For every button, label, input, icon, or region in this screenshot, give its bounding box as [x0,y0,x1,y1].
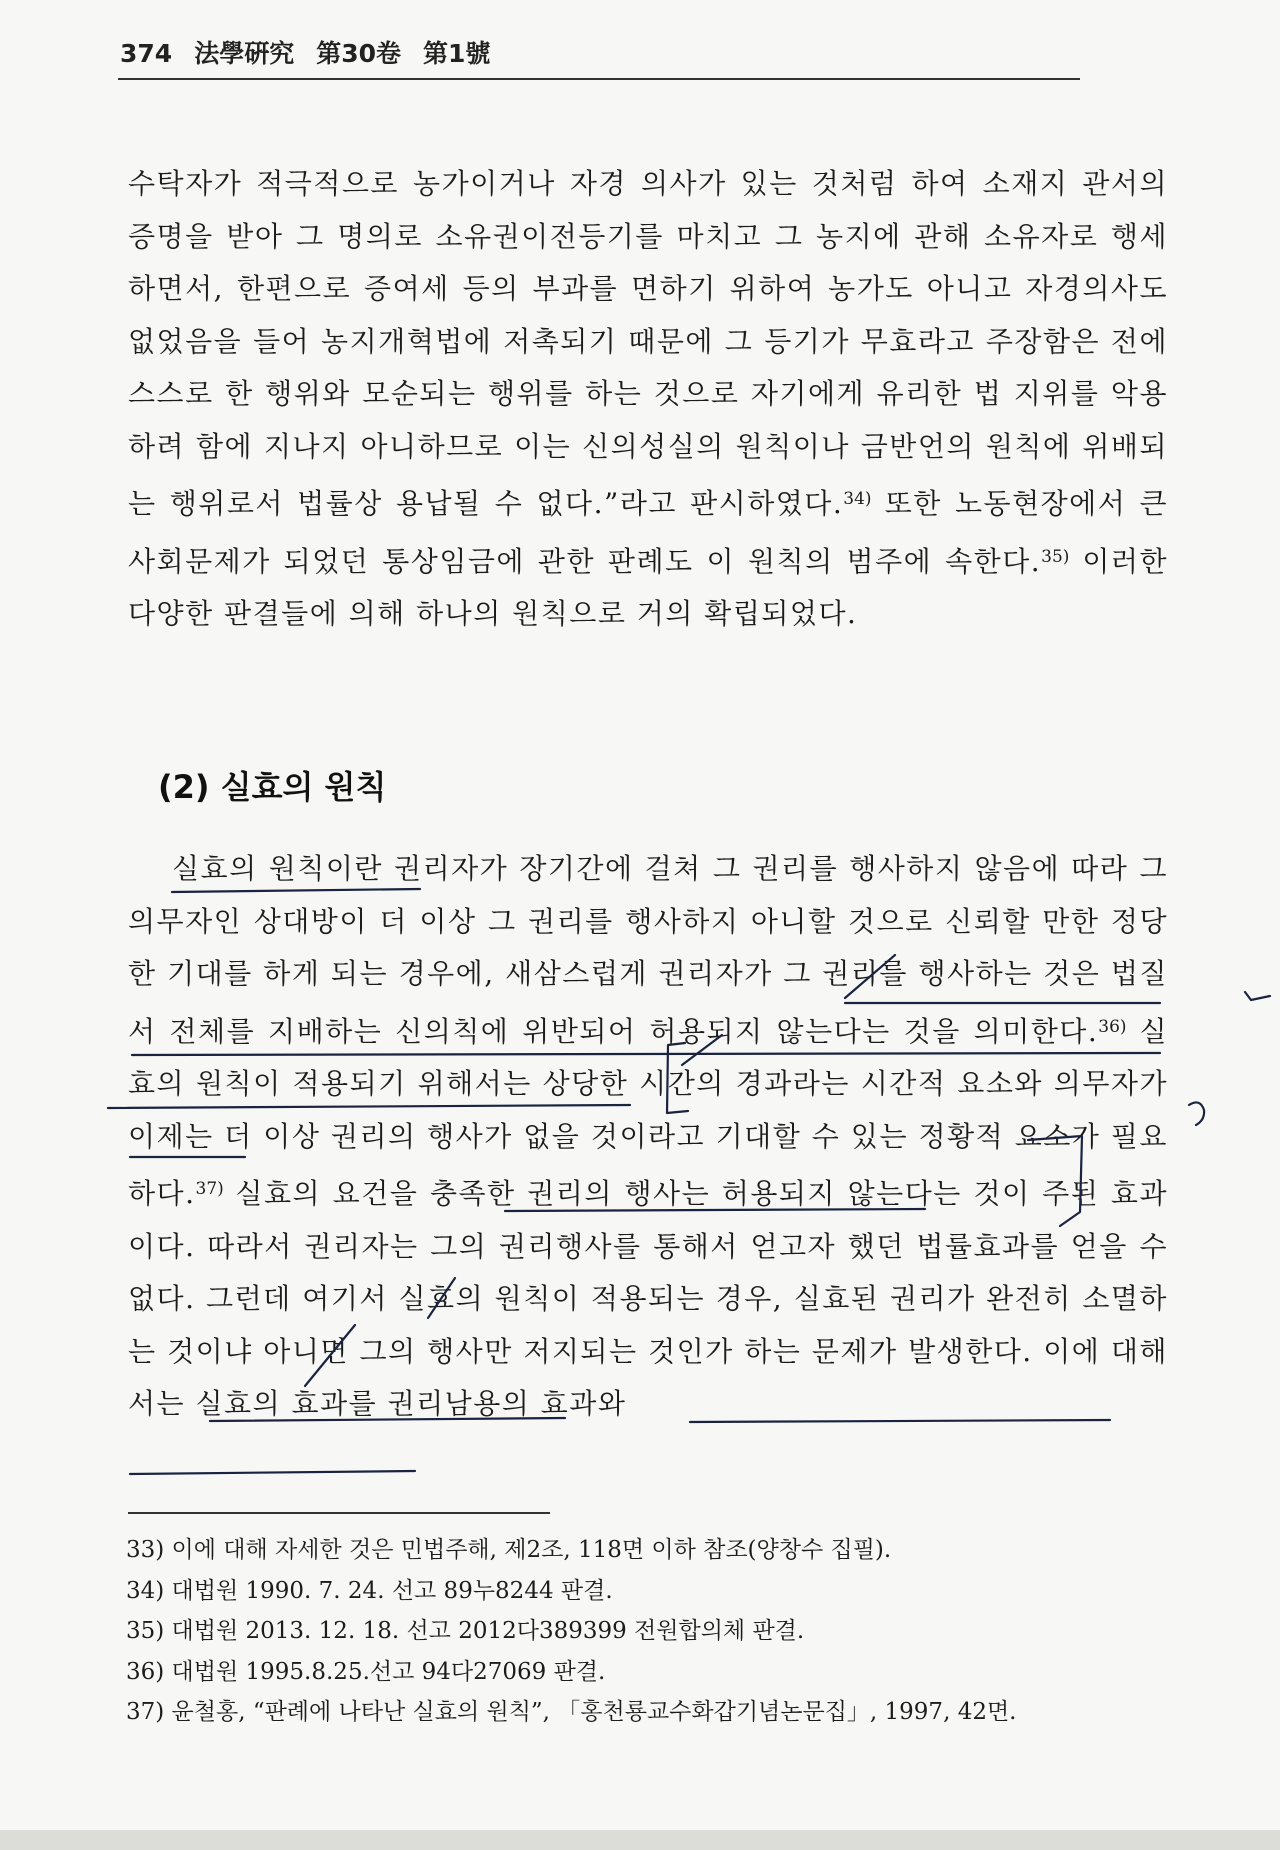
paragraph-1-text-c: 이러한 다양한 판결들에 의해 하나의 원칙으로 거의 확립되었다. [128,544,1169,630]
paragraph-1-text-a: 수탁자가 적극적으로 농가이거나 자경 의사가 있는 것처럼 하여 소재지 관서의 증명을 받아 그 명의로 소유권이전등기를 마치고 그 농지에 관해 소유자로 행세하면서, 한편으로 증여세 등의 부과를 면하기 위하여 농가도 아니고 자경의사도 없었음을 들어 농지개혁법에 저촉되기 때문에 그 등기가 무효라고 주장함은 전에 스스로 한 행위와 모순되는 행위를 하는 것으로 자기에게 유리한 법 지위를 악용하려 함에 지나지 아니하므로 이는 신의성실의 원칙이나 금반언의 원칙에 위배되는 행위로서 법률상 용납될 수 없다.”라고 판시하였다. [128,167,1168,520]
paragraph-2-text-c: 실효의 요건을 충족한 권리의 행사는 허용되지 않는다는 것이 주된 효과이다. 따라서 권리자는 그의 권리행사를 통해서 얻고자 했던 법률효과를 얻을 수 없다. 그런데 여기서 실효의 원칙이 적용되는 경우, 실효된 권리가 완전히 소멸하는 것이냐 아니면 그의 행사만 저지되는 것인가 하는 문제가 발생한다. 이에 대해서는 실효의 효과를 권리남용의 효과와 [128,1177,1168,1420]
footnote-rule [128,1512,550,1514]
journal-volume: 第30卷 [316,39,401,68]
body-paragraph-2 [128,843,1168,1431]
paragraph-2-text-b: 실효의 원칙이 적용되기 위해서는 상당한 시간의 경과라는 시간적 요소와 의무자가 이제는 더 이상 권리의 행사가 없을 것이라고 기대할 수 있는 정황적 요소가 필요하다. [128,1014,1169,1210]
footnote-list [126,1530,1017,1733]
footnote-ref-36: 36) [1098,1016,1127,1037]
footnote-34: 34) 대법원 1990. 7. 24. 선고 89누8244 판결. [126,1577,613,1604]
footnote-35: 35) 대법원 2013. 12. 18. 선고 2012다389399 전원합의체 판결. [126,1618,805,1644]
section-heading: (2) 실효의 원칙 [158,768,387,806]
underline-problem [130,1471,415,1474]
journal-issue: 第1號 [423,39,491,68]
body-paragraph-1 [128,158,1168,641]
footnote-37: 37) 윤철홍, “판례에 나타난 실효의 원칙”, 「홍천룡교수화갑기념논문집」, 1997, 42면. [126,1699,1017,1725]
footnote-ref-34: 34) [843,489,872,509]
margin-tick-mark [1245,992,1270,1000]
footnote-36: 36) 대법원 1995.8.25.선고 94다27069 판결. [126,1658,606,1685]
footnote-ref-37: 37) [195,1179,224,1199]
paragraph-1-text-b: 또한 노동현장에서 큰 사회문제가 되었던 통상임금에 관한 판례도 이 원칙의 범주에 속한다. [128,487,1169,578]
footnote-33: 33) 이에 대해 자세한 것은 민법주해, 제2조, 118면 이하 참조(양창수 집필). [126,1537,892,1563]
footnote-ref-35: 35) [1041,546,1070,567]
page-number: 374 [120,39,173,68]
journal-title: 法學硏究 [194,39,295,68]
page-bottom-edge [0,1830,1280,1850]
margin-question-mark [1189,1102,1204,1125]
running-header [120,34,490,70]
header-rule [118,78,1080,80]
paragraph-2-text-a: 실효의 원칙이란 권리자가 장기간에 걸쳐 그 권리를 행사하지 않음에 따라 그 의무자인 상대방이 더 이상 그 권리를 행사하지 아니할 것으로 신뢰할 만한 정당한 기대를 하게 되는 경우에, 새삼스럽게 권리자가 그 권리를 행사하는 것은 법질서 전체를 지배하는 신의칙에 위반되어 허용되지 않는다는 것을 의미한다. [128,852,1168,1048]
